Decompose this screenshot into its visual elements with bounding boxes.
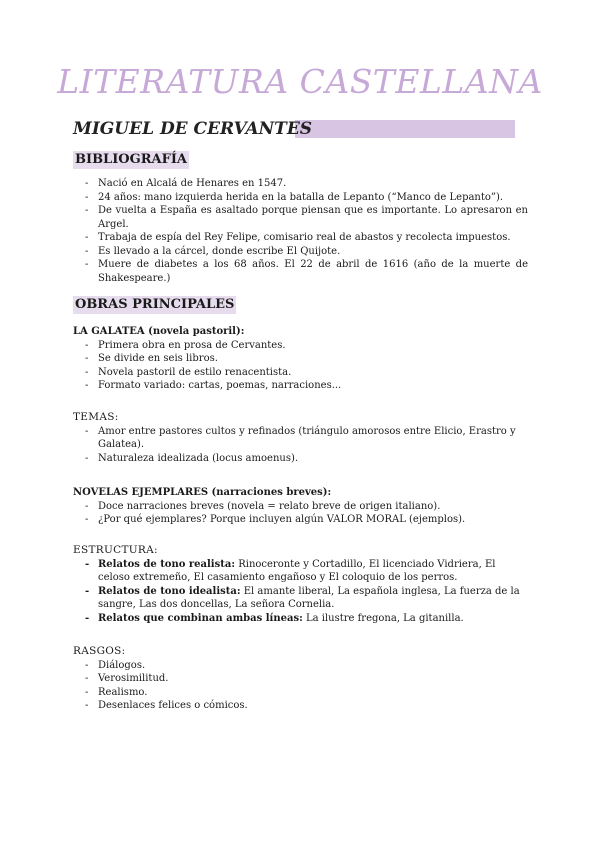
list-item: - Desenlaces felices o cómicos. bbox=[73, 699, 528, 713]
list-item bbox=[73, 558, 528, 585]
temas-title: TEMAS: bbox=[73, 411, 119, 423]
subtitle-highlight-bar bbox=[295, 120, 515, 138]
list-item: - Formato variado: cartas, poemas, narraciones... bbox=[73, 379, 528, 393]
list-item: - Novela pastoril de estilo renacentista. bbox=[73, 366, 528, 380]
novelas-list bbox=[73, 500, 528, 527]
list-item: - Muere de diabetes a los 68 años. El 22 de abril de 1616 (año de la muerte de Shakespeare.) bbox=[73, 258, 528, 285]
estructura-title: ESTRUCTURA: bbox=[73, 544, 158, 556]
list-item-label: Relatos de tono realista: bbox=[98, 558, 236, 570]
list-item: - Naturaleza idealizada (locus amoenus). bbox=[73, 452, 528, 466]
list-item-label: Relatos que combinan ambas líneas: bbox=[98, 612, 303, 624]
galatea-section bbox=[73, 325, 528, 393]
list-item-text: Rinoceronte y Cortadillo, El licenciado Vidriera, El celoso extremeño, El casamiento engañoso y El coloquio de los perros. bbox=[98, 558, 496, 583]
subtitle-row bbox=[73, 118, 515, 140]
estructura-list bbox=[73, 558, 528, 626]
list-item: - Verosimilitud. bbox=[73, 672, 528, 686]
list-item-text: El amante liberal, La española inglesa, La fuerza de la sangre, Las dos doncellas, La señora Cornelia. bbox=[98, 585, 520, 610]
list-item-text: La ilustre fregona, La gitanilla. bbox=[302, 612, 464, 624]
bibliography-section bbox=[73, 177, 528, 285]
list-item-label: Relatos de tono idealista: bbox=[98, 585, 241, 597]
list-item: - Nació en Alcalá de Henares en 1547. bbox=[73, 177, 528, 191]
rasgos-section bbox=[73, 645, 528, 713]
galatea-title: LA GALATEA (novela pastoril): bbox=[73, 326, 245, 337]
galatea-list bbox=[73, 339, 528, 393]
list-item: - Primera obra en prosa de Cervantes. bbox=[73, 339, 528, 353]
rasgos-list bbox=[73, 659, 528, 713]
bibliography-heading: BIBLIOGRAFÍA bbox=[75, 152, 187, 167]
list-item: - Trabaja de espía del Rey Felipe, comisario real de abastos y recolecta impuestos. bbox=[73, 231, 528, 245]
list-item: - De vuelta a España es asaltado porque piensan que es importante. Lo apresaron en Argel. bbox=[73, 204, 528, 231]
list-item: - Doce narraciones breves (novela = relato breve de origen italiano). bbox=[73, 500, 528, 514]
list-item: - Amor entre pastores cultos y refinados (triángulo amorosos entre Elicio, Erastro y Galatea). bbox=[73, 425, 528, 452]
main-title: LITERATURA CASTELLANA bbox=[57, 62, 543, 101]
list-item: - Se divide en seis libros. bbox=[73, 352, 528, 366]
list-item: - Realismo. bbox=[73, 686, 528, 700]
temas-section bbox=[73, 411, 528, 465]
list-item bbox=[73, 585, 528, 612]
obras-heading: OBRAS PRINCIPALES bbox=[75, 297, 235, 312]
estructura-section bbox=[73, 544, 528, 625]
temas-list bbox=[73, 425, 528, 466]
novelas-title: NOVELAS EJEMPLARES (narraciones breves): bbox=[73, 487, 332, 498]
bibliography-list bbox=[73, 177, 528, 285]
rasgos-title: RASGOS: bbox=[73, 645, 126, 657]
list-item: - Diálogos. bbox=[73, 659, 528, 673]
list-item bbox=[73, 612, 528, 626]
list-item: - Es llevado a la cárcel, donde escribe El Quijote. bbox=[73, 245, 528, 259]
list-item: - 24 años: mano izquierda herida en la batalla de Lepanto (“Manco de Lepanto”). bbox=[73, 191, 528, 205]
author-title: MIGUEL DE CERVANTES bbox=[73, 119, 313, 139]
list-item: - ¿Por qué ejemplares? Porque incluyen algún VALOR MORAL (ejemplos). bbox=[73, 513, 528, 527]
novelas-section bbox=[73, 486, 528, 527]
